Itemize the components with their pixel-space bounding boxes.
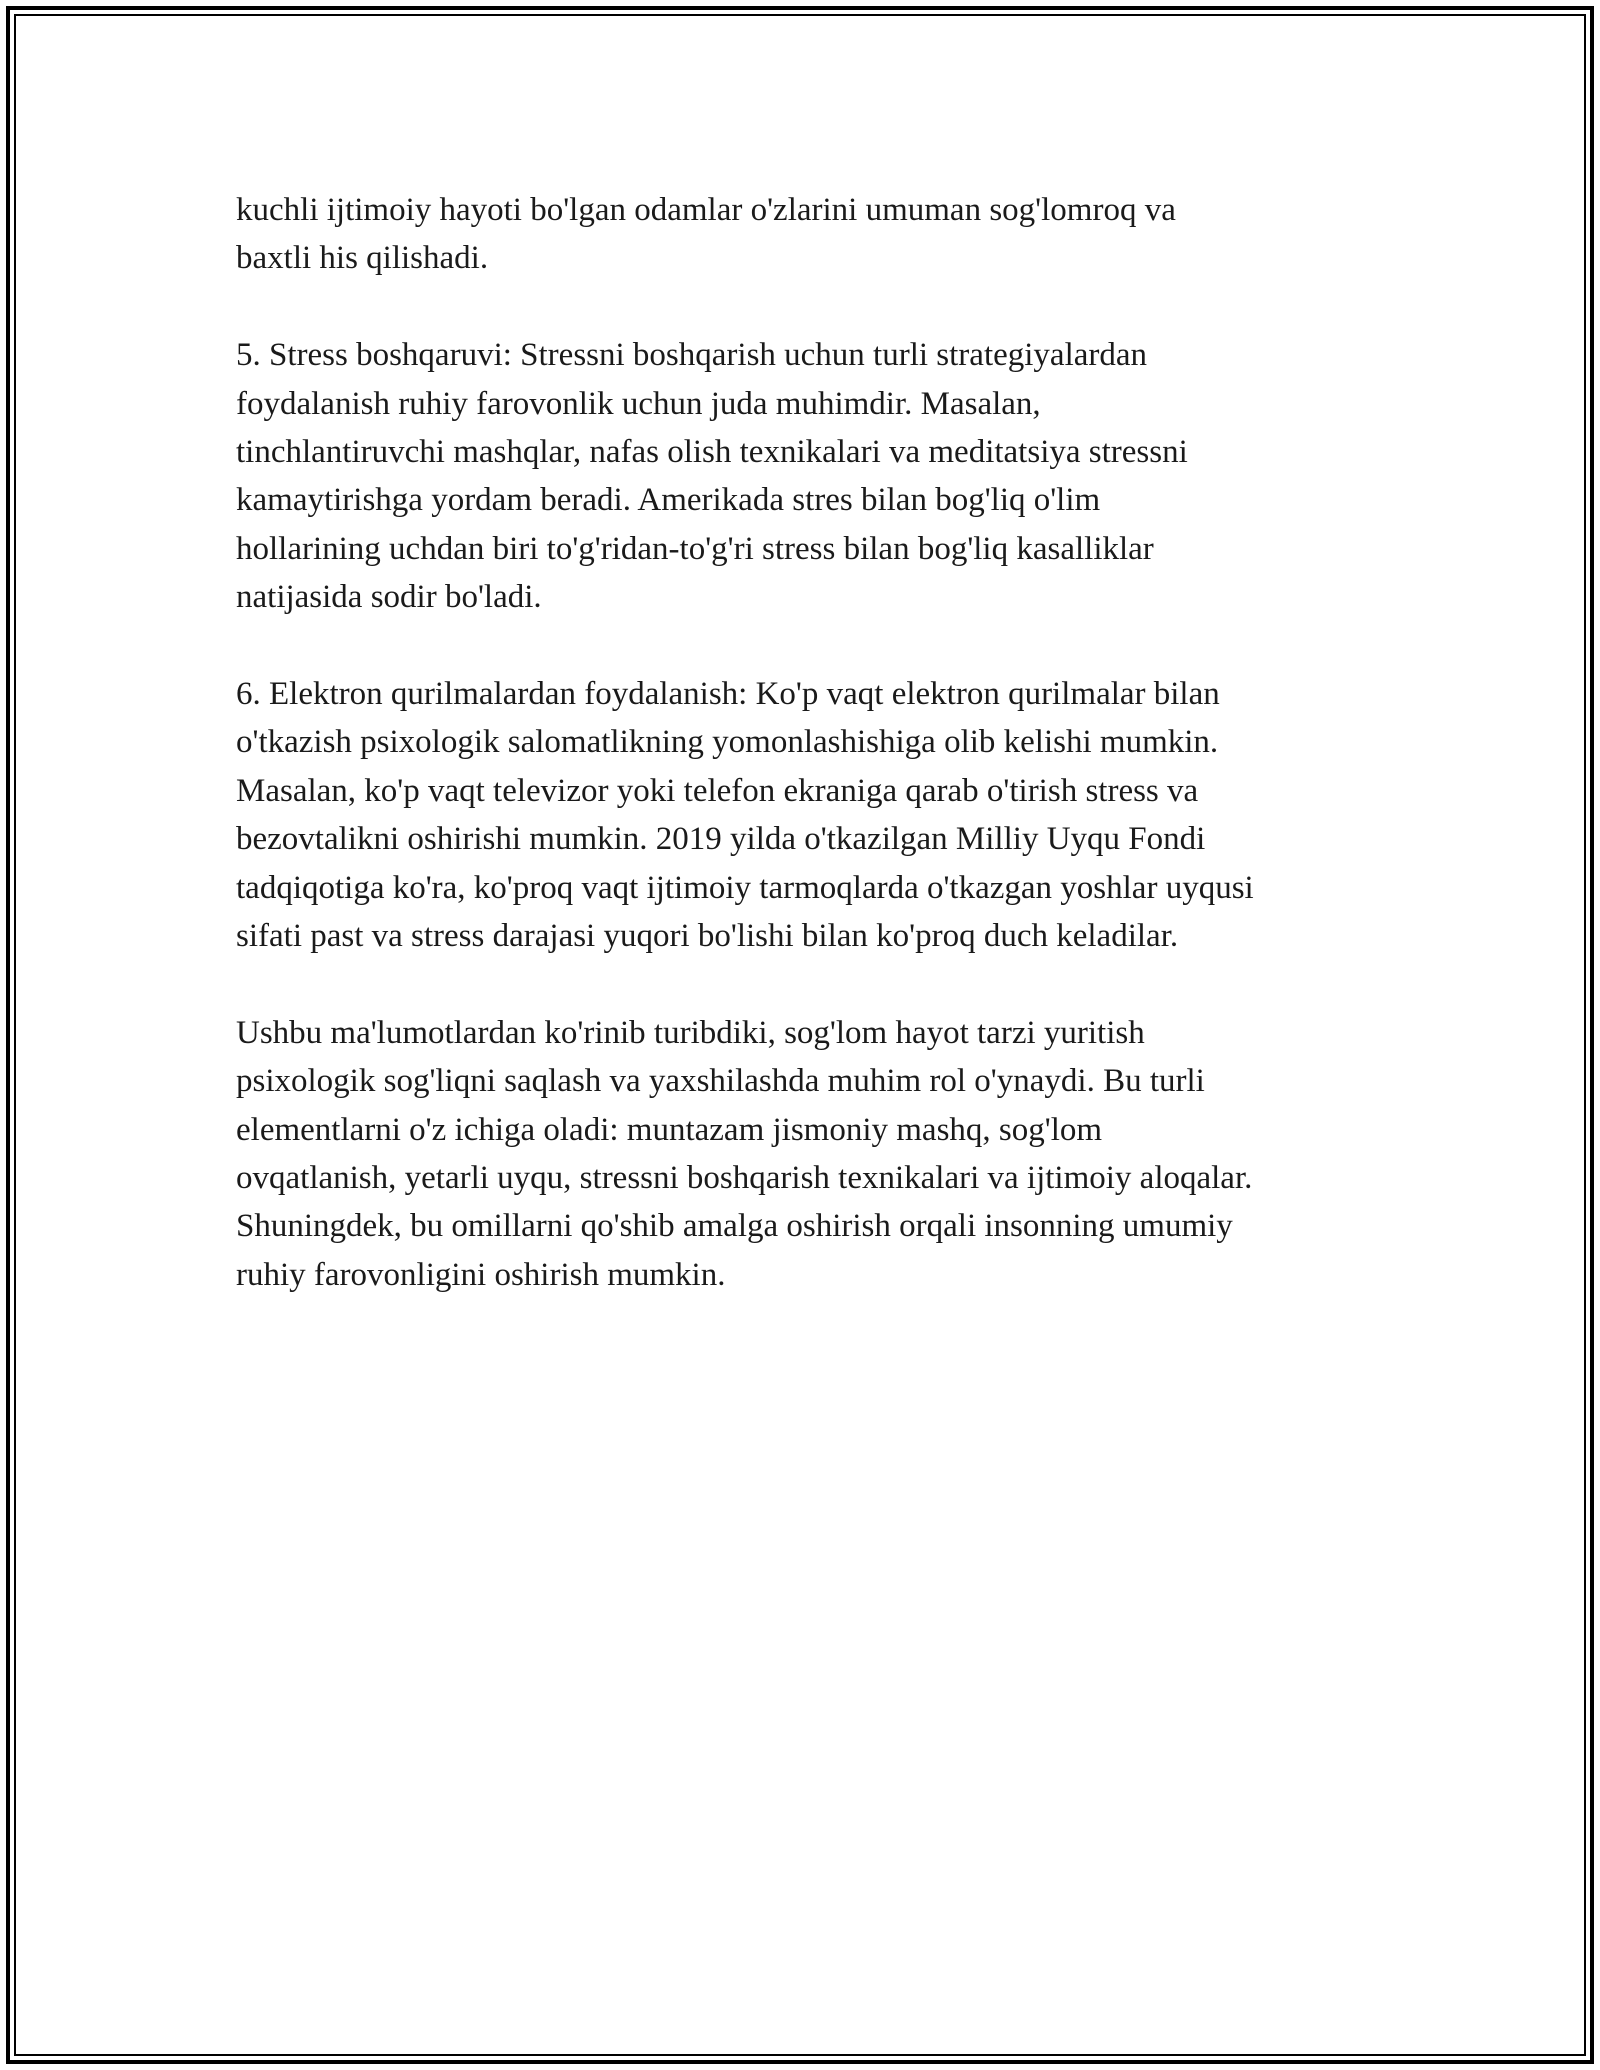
paragraph-social-life-continuation: kuchli ijtimoiy hayoti bo'lgan odamlar o'zlarini umuman sog'lomroq va baxtli his qilishadi.	[236, 192, 1176, 277]
document-body	[236, 186, 1396, 1348]
paragraph-stress-management: 5. Stress boshqaruvi: Stressni boshqarish uchun turli strategiyalardan foydalanish ruhiy farovonlik uchun juda muhimdir. Masalan, tinchlantiruvchi mashqlar, nafas olish texnikalari va meditatsiya stressni kamaytirishga yordam beradi. Amerikada stres bilan bog'liq o'lim hollarining uchdan biri to'g'ridan-to'g'ri stress bilan bog'liq kasalliklar natijasida sodir bo'ladi.	[236, 337, 1188, 616]
paragraph-electronic-devices: 6. Elektron qurilmalardan foydalanish: Ko'p vaqt elektron qurilmalar bilan o'tkazish psixologik salomatlikning yomonlashishiga olib kelishi mumkin. Masalan, ko'p vaqt televizor yoki telefon ekraniga qarab o'tirish stress va bezovtalikni oshirishi mumkin. 2019 yilda o'tkazilgan Milliy Uyqu Fondi tadqiqotiga ko'ra, ko'proq vaqt ijtimoiy tarmoqlarda o'tkazgan yoshlar uyqusi sifati past va stress darajasi yuqori bo'lishi bilan ko'proq duch keladilar.	[236, 676, 1254, 955]
paragraph-conclusion: Ushbu ma'lumotlardan ko'rinib turibdiki, sog'lom hayot tarzi yuritish psixologik sog'liqni saqlash va yaxshilashda muhim rol o'ynaydi. Bu turli elementlarni o'z ichiga oladi: muntazam jismoniy mashq, sog'lom ovqatlanish, yetarli uyqu, stressni boshqarish texnikalari va ijtimoiy aloqalar. Shuningdek, bu omillarni qo'shib amalga oshirish orqali insonning umumiy ruhiy farovonligini oshirish mumkin.	[236, 1014, 1253, 1293]
